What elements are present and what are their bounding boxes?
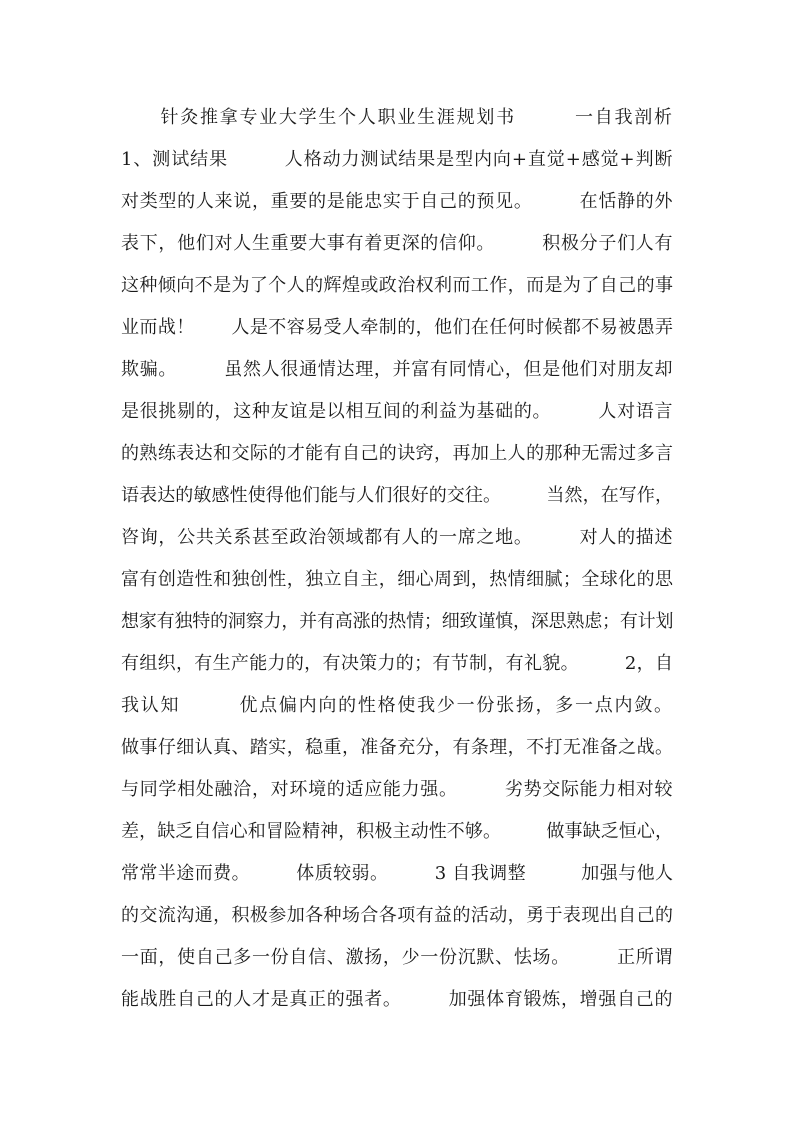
text-line: 针灸推拿专业大学生个人职业生涯规划书 一自我剖析 (121, 107, 673, 128)
text-line: 我认知 优点偏内向的性格使我少一份张扬，多一点内敛。 (121, 695, 673, 716)
text-line: 有组织，有生产能力的，有决策力的；有节制，有礼貌。 2，自 (121, 653, 673, 674)
text-line: 是很挑剔的，这种友谊是以相互间的利益为基础的。 人对语言 (121, 401, 673, 422)
text-line: 常常半途而费。 体质较弱。 3 自我调整 加强与他人 (121, 863, 673, 884)
text-line: 差，缺乏自信心和冒险精神，积极主动性不够。 做事缺乏恒心， (121, 821, 673, 842)
text-line: 欺骗。 虽然人很通情达理，并富有同情心，但是他们对朋友却 (121, 359, 673, 380)
text-line: 业而战！ 人是不容易受人牵制的，他们在任何时候都不易被愚弄 (121, 317, 673, 338)
text-line: 这种倾向不是为了个人的辉煌或政治权利而工作，而是为了自己的事 (121, 275, 673, 296)
text-line: 1、测试结果 人格动力测试结果是型内向+直觉+感觉+判断 (121, 149, 673, 170)
text-line: 语表达的敏感性使得他们能与人们很好的交往。 当然，在写作， (121, 485, 673, 506)
text-line: 表下，他们对人生重要大事有着更深的信仰。 积极分子们人有 (121, 233, 673, 254)
text-line: 做事仔细认真、踏实，稳重，准备充分，有条理，不打无准备之战。 (121, 737, 673, 758)
text-line: 对类型的人来说，重要的是能忠实于自己的预见。 在恬静的外 (121, 191, 673, 212)
text-line: 的熟练表达和交际的才能有自己的诀窍，再加上人的那种无需过多言 (121, 443, 673, 464)
text-line: 想家有独特的洞察力，并有高涨的热情；细致谨慎，深思熟虑；有计划 (121, 611, 673, 632)
text-line: 能战胜自己的人才是真正的强者。 加强体育锻炼，增强自己的 (121, 989, 673, 1010)
text-line: 一面，使自己多一份自信、激扬，少一份沉默、怯场。 正所谓 (121, 947, 673, 968)
text-line: 的交流沟通，积极参加各种场合各项有益的活动，勇于表现出自己的 (121, 905, 673, 926)
text-line: 富有创造性和独创性，独立自主，细心周到，热情细腻；全球化的思 (121, 569, 673, 590)
text-line: 与同学相处融洽，对环境的适应能力强。 劣势交际能力相对较 (121, 779, 673, 800)
text-line: 咨询，公共关系甚至政治领域都有人的一席之地。 对人的描述 (121, 527, 673, 548)
